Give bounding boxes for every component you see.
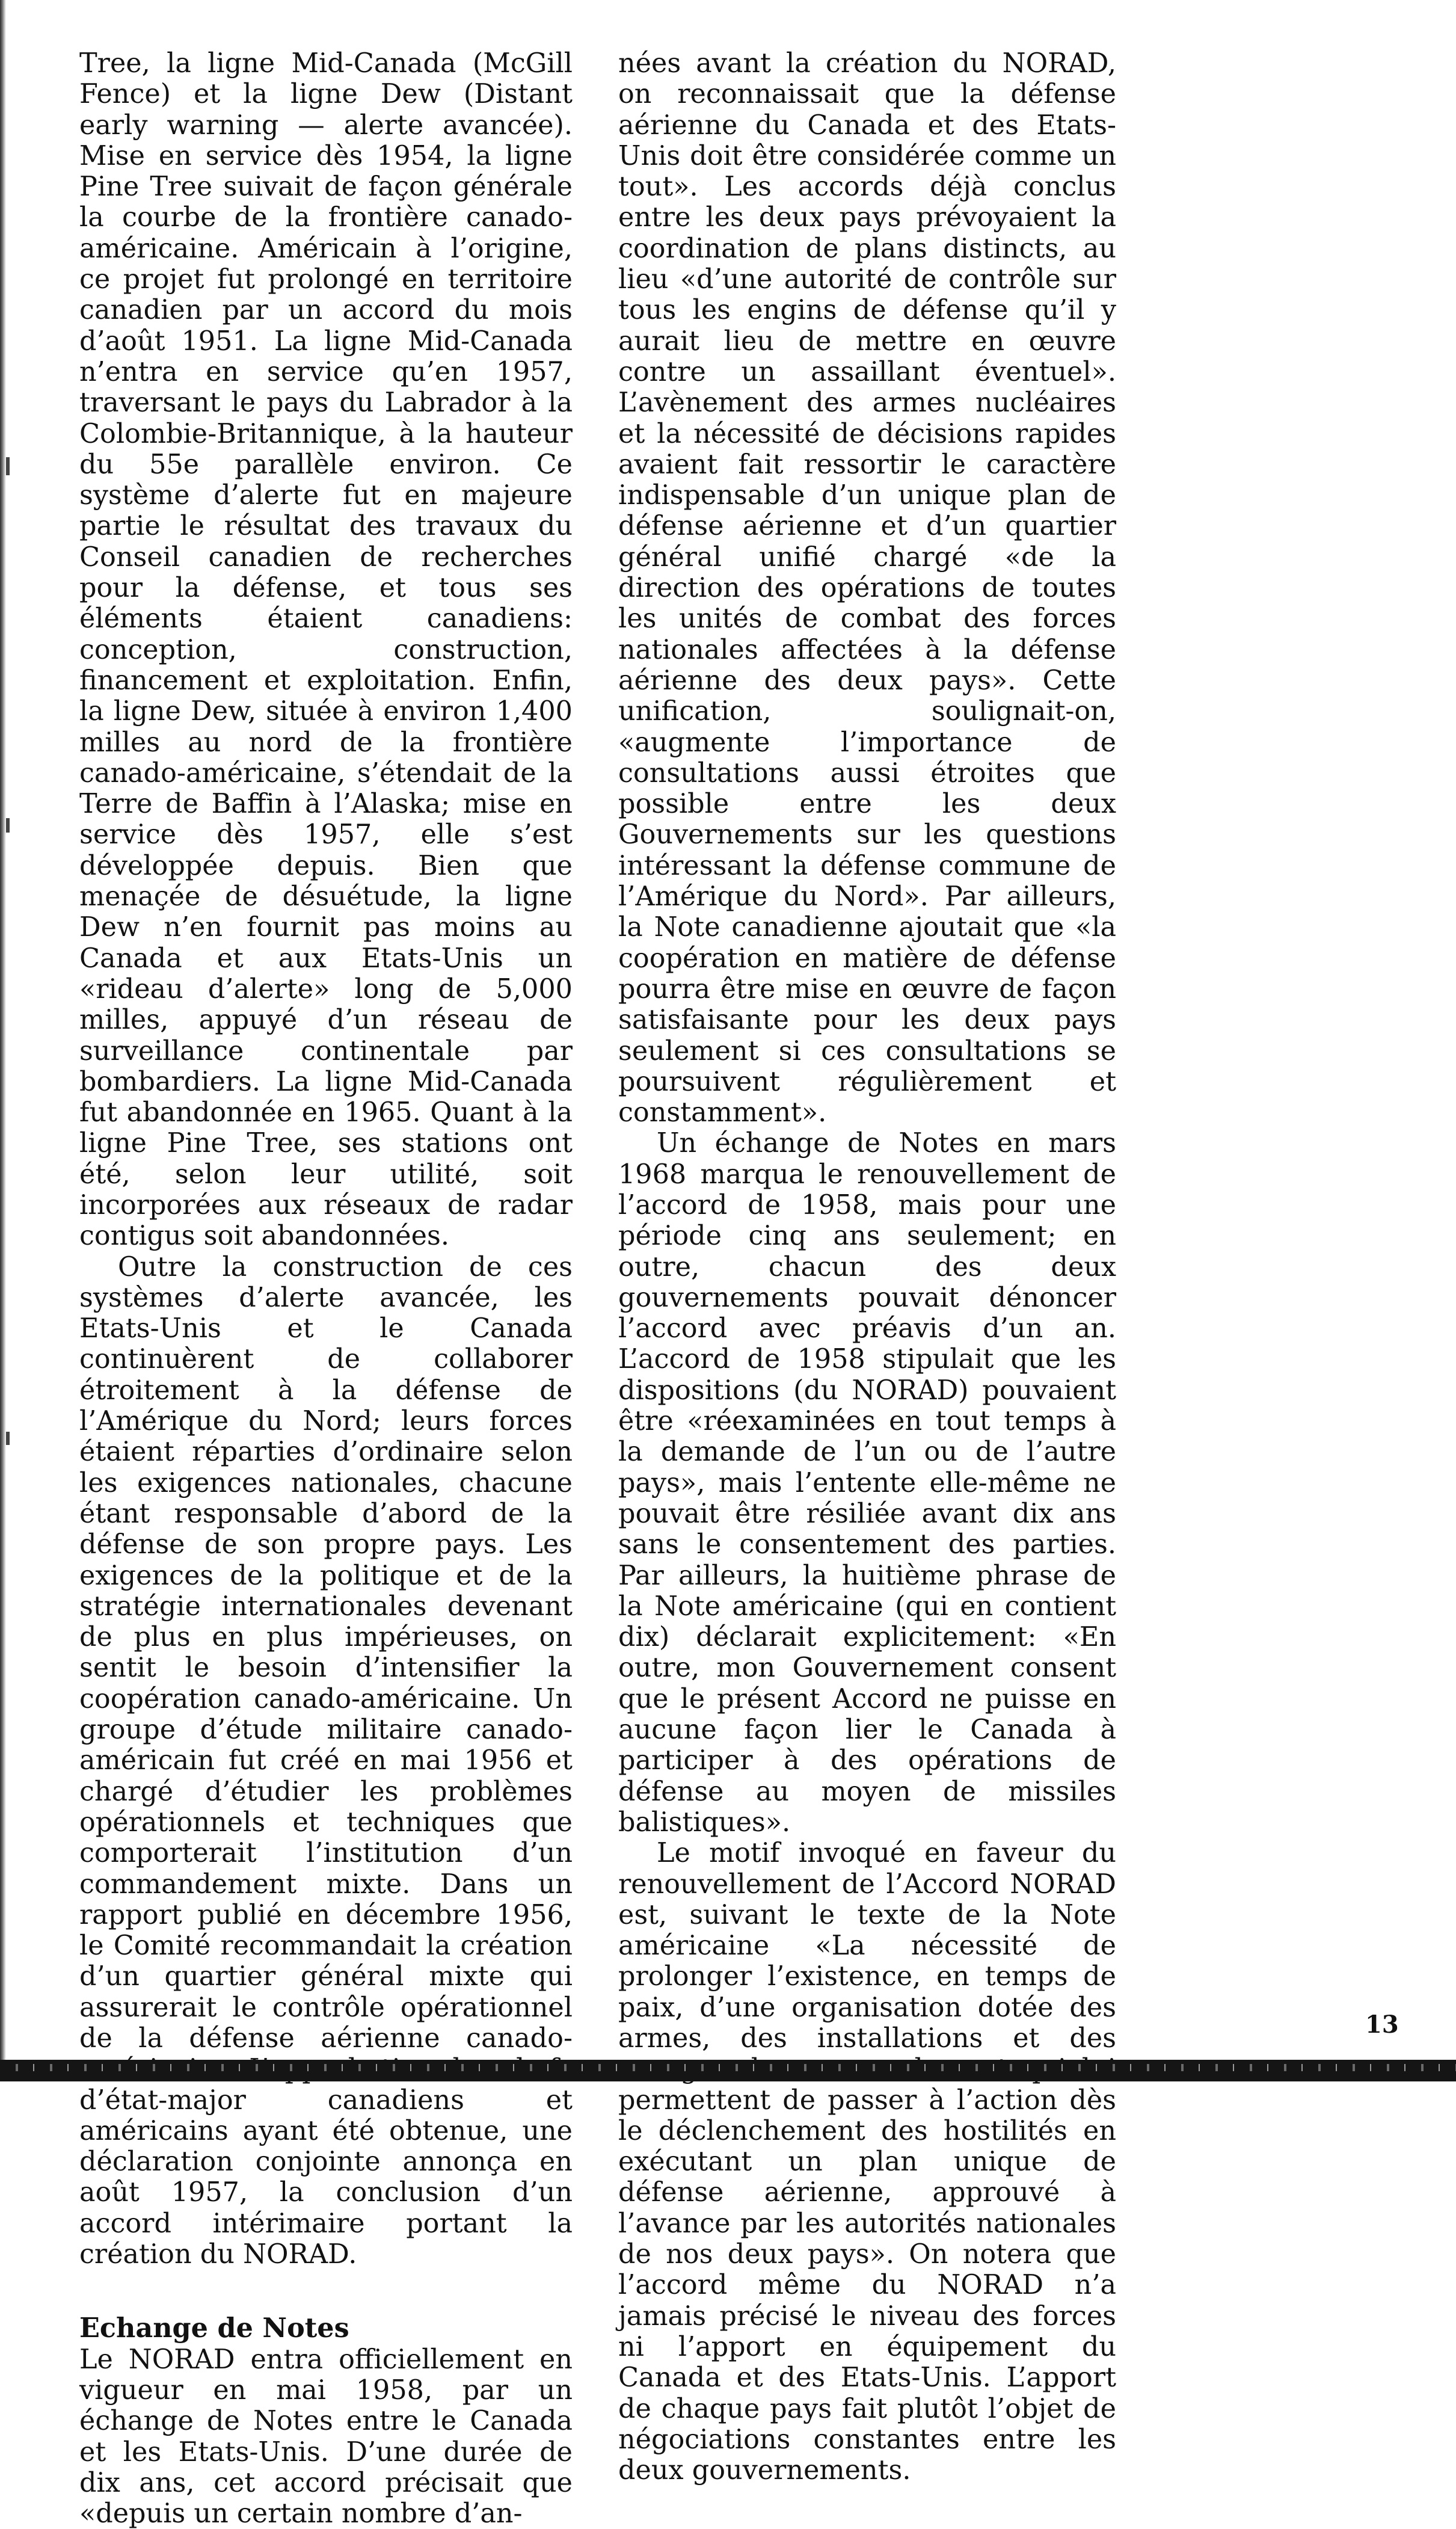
paragraph: Un échange de Notes en mars 1968 marqua le renouvellement de l’accord de 1958, mais pour une période cinq ans seulement; en outre, chacun des deux gouvernements pouvait dénoncer l’accord avec préavis d’un an. L’accord de 1958 stipulait que les dispositions (du NORAD) pouvaient être «réexaminées en tout temps à la demande de l’un ou de l’autre pays», mais l’entente elle-même ne pouvait être résiliée avant dix ans sans le consentement des parties. Par ailleurs, la huitième phrase de la Note américaine (qui en contient dix) déclarait explicitement: «En outre, mon Gouvernement consent que le présent Accord ne puisse en aucune façon lier le Canada à participer à des opérations de défense au moyen de missiles balistiques». xyxy=(618,1128,1116,1838)
scan-left-edge xyxy=(0,0,6,2081)
page-number: 13 xyxy=(1365,2010,1399,2039)
right-column xyxy=(618,48,1116,2486)
scan-edge-mark xyxy=(6,1432,10,1445)
paragraph: Tree, la ligne Mid-Canada (McGill Fence) et la ligne Dew (Distant early warning — alerte avancée). Mise en service dès 1954, la ligne Pine Tree suivait de façon générale la courbe de la frontière canado-américaine. Américain à l’origine, ce projet fut prolongé en territoire canadien par un accord du mois d’août 1951. La ligne Mid-Canada n’entra en service qu’en 1957, traversant le pays du Labrador à la Colombie-Britannique, à la hauteur du 55e parallèle environ. Ce système d’alerte fut en majeure partie le résultat des travaux du Conseil canadien de recherches pour la défense, et tous ses éléments étaient canadiens: conception, construction, financement et exploitation. Enfin, la ligne Dew, située à environ 1,400 milles au nord de la frontière canado-américaine, s’étendait de la Terre de Baffin à l’Alaska; mise en service dès 1957, elle s’est développée depuis. Bien que menaçée de désuétude, la ligne Dew n’en fournit pas moins au Canada et aux Etats-Unis un «rideau d’alerte» long de 5,000 milles, appuyé d’un réseau de surveillance continentale par bombardiers. La ligne Mid-Canada fut abandonnée en 1965. Quant à la ligne Pine Tree, ses stations ont été, selon leur utilité, soit incorporées aux réseaux de radar contigus soit abandonnées. xyxy=(79,48,573,1252)
scan-edge-mark xyxy=(6,818,10,833)
scan-edge-mark xyxy=(6,457,10,475)
paragraph: Le motif invoqué en faveur du renouvellement de l’Accord NORAD est, suivant le texte de la Note américaine «La nécessité de prolonger l’existence, en temps de paix, d’une organisation dotée des armes, des installations et des permettent de passer à l’action dès le déclenchement des hostilités en exécutant un plan unique de défense aérienne, approuvé à l’avance par les autorités nationales de nos deux pays». On notera que l’accord même du NORAD n’a jamais précisé le niveau des forces ni l’apport en équipement du Canada et des Etats-Unis. L’apport de chaque pays fait plutôt l’objet de négociations constantes entre les deux gouvernements. xyxy=(618,1838,1116,2486)
left-column xyxy=(79,48,573,2529)
scan-bottom-texture xyxy=(0,2064,1456,2071)
paragraph: nées avant la création du NORAD, on reconnaissait que la défense aérienne du Canada et des Etats-Unis doit être considérée comme un tout». Les accords déjà conclus entre les deux pays prévoyaient la coordination de plans distincts, au lieu «d’une autorité de contrôle sur tous les engins de défense qu’il y aurait lieu de mettre en œuvre contre un assaillant éventuel». L’avènement des armes nucléaires et la nécessité de décisions rapides avaient fait ressortir le caractère indispensable d’un unique plan de défense aérienne et d’un quartier général unifié chargé «de la direction des opérations de toutes les unités de combat des forces nationales affectées à la défense aérienne des deux pays». Cette unification, soulignait-on, «augmente l’importance de consultations aussi étroites que possible entre les deux Gouvernements sur les questions intéressant la défense commune de l’Amérique du Nord». Par ailleurs, la Note canadienne ajoutait que «la coopération en matière de défense pourra être mise en œuvre de façon satisfaisante pour les deux pays seulement si ces consultations se poursuivent régulièrement et constamment». xyxy=(618,48,1116,1129)
paragraph: Le NORAD entra officiellement en vigueur en mai 1958, par un échange de Notes entre le Canada et les Etats-Unis. D’une durée de dix ans, cet accord précisait que «depuis un certain nombre d’an- xyxy=(79,2344,573,2529)
section-heading: Echange de Notes xyxy=(79,2312,349,2344)
paragraph: Outre la construction de ces systèmes d’alerte avancée, les Etats-Unis et le Canada continuèrent de collaborer étroitement à la défense de l’Amérique du Nord; leurs forces étaient réparties d’ordinaire selon les exigences nationales, chacune étant responsable d’abord de la défense de son propre pays. Les exigences de la politique et de la stratégie internationales devenant de plus en plus impérieuses, on sentit le besoin d’intensifier la coopération canado-américaine. Un groupe d’étude militaire canado-américain fut créé en mai 1956 et chargé d’étudier les problèmes opérationnels et techniques que comporterait l’institution d’un commandement mixte. Dans un rapport publié en décembre 1956, le Comité recommandait la création d’un quartier général mixte qui assurerait le contrôle opérationnel de la défense aérienne canado- d’état-major canadiens et américains ayant été obtenue, une déclaration conjointe annonça en août 1957, la conclusion d’un accord intérimaire portant la création du NORAD. xyxy=(79,1251,573,2270)
